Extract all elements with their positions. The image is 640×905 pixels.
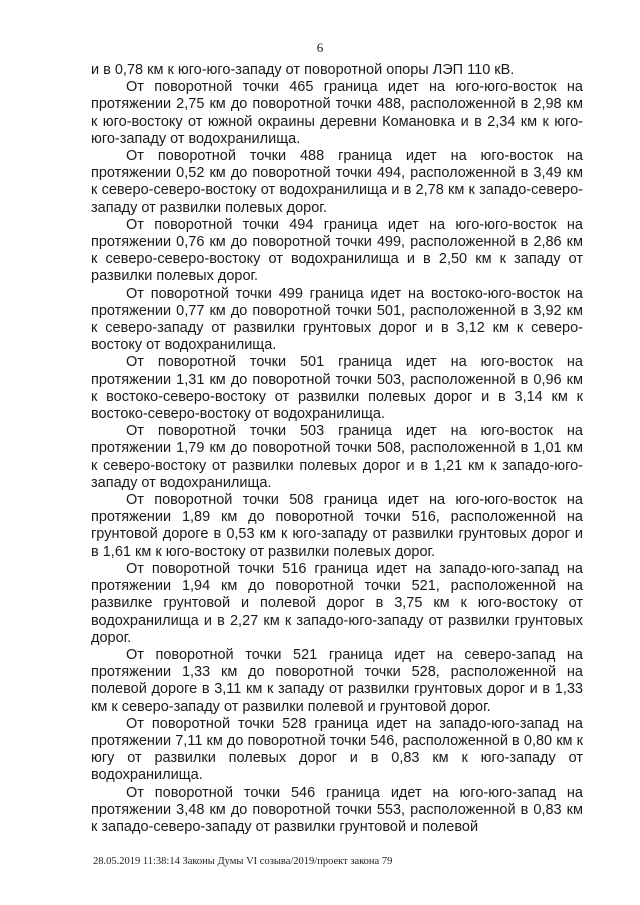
paragraph: От поворотной точки 546 граница идет на юго-юго-запад на протяжении 3,48 км до поворотной точки 553, расположенной в 0,83 км к западо-северо-западу от развилки грунтовой и полевой (91, 784, 583, 835)
paragraph: От поворотной точки 494 граница идет на юго-юго-восток на протяжении 0,76 км до поворотной точки 499, расположенной в 2,86 км к северо-северо-востоку от водохранилища и в 2,50 км к западу от развилки полевых дорог. (91, 216, 583, 285)
paragraph: От поворотной точки 501 граница идет на юго-восток на протяжении 1,31 км до поворотной точки 503, расположенной в 0,96 км к востоко-северо-востоку от развилки полевых дорог и в 3,14 км к востоко-северо-востоку от водохранилища. (91, 354, 583, 423)
paragraph: От поворотной точки 465 граница идет на юго-юго-восток на протяжении 2,75 км до поворотной точки 488, расположенной в 2,98 км к юго-востоку от южной окраины деревни Комановка и в 2,34 км к юго-юго-западу от водохранилища. (91, 79, 583, 147)
paragraph: От поворотной точки 499 граница идет на востоко-юго-восток на протяжении 0,77 км до поворотной точки 501, расположенной в 3,92 км к северо-западу от развилки грунтовых дорог и в 3,12 км к северо-востоку от водохранилища. (91, 285, 583, 354)
paragraph: От поворотной точки 508 граница идет на юго-юго-восток на протяжении 1,89 км до поворотной точки 516, расположенной на грунтовой дороге в 0,53 км к юго-западу от развилки грунтовых дорог и в 1,61 км к юго-востоку от развилки полевых дорог. (91, 492, 583, 560)
paragraph: От поворотной точки 488 граница идет на юго-восток на протяжении 0,52 км до поворотной точки 494, расположенной в 3,49 км к северо-северо-востоку от водохранилища и в 2,78 км к западо-северо-западу от развилки полевых дорог. (91, 148, 583, 216)
document-body (91, 62, 583, 836)
paragraph-continuation: и в 0,78 км к юго-юго-западу от поворотной опоры ЛЭП 110 кВ. (91, 62, 515, 78)
paragraph: От поворотной точки 521 граница идет на северо-запад на протяжении 1,33 км до поворотной точки 528, расположенной на полевой дороге в 3,11 км к западу от развилки грунтовых дорог и в 1,33 км к северо-западу от развилки полевой и грунтовой дорог. (91, 646, 583, 715)
paragraph: От поворотной точки 516 граница идет на западо-юго-запад на протяжении 1,94 км до поворотной точки 521, расположенной на развилке грунтовой и полевой дорог в 3,75 км к юго-востоку от водохранилища и в 2,27 км к западо-юго-западу от развилки грунтовых дорог. (91, 560, 583, 646)
page-number: 6 (316, 40, 324, 55)
paragraph: От поворотной точки 528 граница идет на западо-юго-запад на протяжении 7,11 км до поворотной точки 546, расположенной в 0,80 км к югу от развилки полевых дорог и в 0,83 км к юго-западу от водохранилища. (91, 715, 583, 784)
document-footer: 28.05.2019 11:38:14 Законы Думы VI созыва/2019/проект закона 79 (93, 856, 393, 867)
paragraph: От поворотной точки 503 граница идет на юго-восток на протяжении 1,79 км до поворотной точки 508, расположенной в 1,01 км к северо-востоку от развилки полевых дорог и в 1,21 км к западо-юго-западу от водохранилища. (91, 423, 583, 491)
